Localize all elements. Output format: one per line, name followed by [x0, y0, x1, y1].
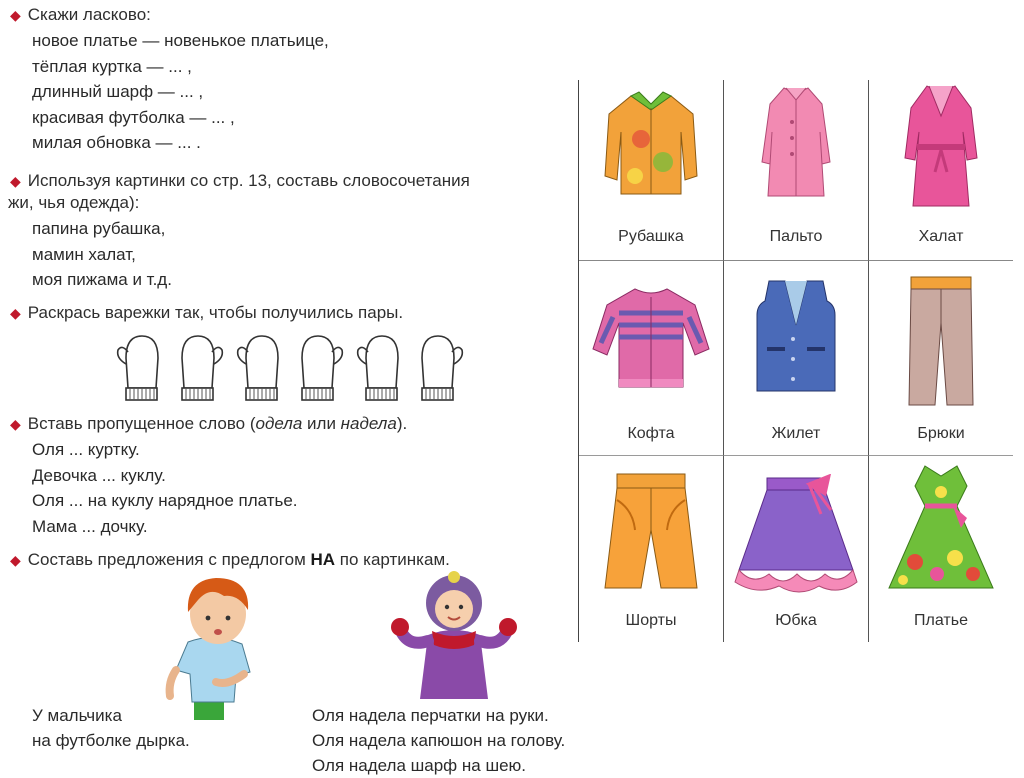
exercise-title: ◆ Составь предложения с предлогом НА по картинкам.: [10, 550, 450, 569]
diamond-bullet-icon: ◆: [10, 7, 21, 23]
preposition-word: НА: [310, 550, 336, 569]
caption-line: на футболке дырка.: [32, 731, 190, 750]
diamond-bullet-icon: ◆: [10, 416, 21, 432]
exercise-line: милая обновка — ... .: [32, 133, 201, 152]
exercise-preposition: [10, 549, 450, 571]
boy-caption: [32, 703, 190, 753]
mitten-icon[interactable]: [352, 328, 408, 406]
clothing-card-trousers: [869, 261, 1013, 456]
vest-icon: [751, 275, 841, 395]
exercise-missing-word: [10, 413, 407, 539]
exercise-line: тёплая куртка — ... ,: [32, 56, 192, 76]
word-option: надела: [340, 414, 397, 433]
clothing-card-shirt: [579, 80, 724, 261]
clothing-label: Шорты: [625, 612, 677, 629]
mittens-row: [112, 328, 472, 408]
exercise-line: моя пижама и т.д.: [32, 270, 172, 289]
clothing-card-vest: [724, 261, 869, 456]
shorts-icon: [599, 470, 703, 594]
clothing-label: Рубашка: [618, 228, 684, 245]
shirt-icon: [601, 84, 701, 204]
exercise-title: ◆ Раскрась варежки так, чтобы получились пары.: [10, 303, 404, 322]
boy-illustration: [158, 572, 270, 722]
diamond-bullet-icon: ◆: [10, 173, 21, 189]
caption-line: Оля надела шарф на шею.: [312, 756, 527, 775]
mitten-icon[interactable]: [112, 328, 168, 406]
caption-line: У мальчика: [32, 706, 122, 725]
exercise-line: красивая футболка — ... ,: [32, 107, 235, 127]
clothing-label: Кофта: [627, 425, 675, 442]
mitten-icon[interactable]: [172, 328, 228, 406]
exercise-line: Девочка ... куклу.: [32, 465, 166, 485]
coat-icon: [756, 82, 836, 210]
girl-illustration: [388, 571, 520, 703]
clothing-card-coat: [724, 80, 869, 261]
exercise-whose-clothes: [10, 170, 470, 293]
diamond-bullet-icon: ◆: [10, 305, 21, 321]
exercise-title: ◆ Вставь пропущенное слово (одела или надела).: [10, 414, 408, 433]
clothing-label: Платье: [914, 612, 968, 629]
skirt-icon: [729, 474, 863, 598]
mitten-icon[interactable]: [292, 328, 348, 406]
clothing-label: Пальто: [769, 228, 823, 245]
sweater-icon: [589, 283, 713, 393]
trousers-icon: [903, 273, 979, 409]
exercise-line: мамин халат,: [32, 244, 136, 264]
clothing-card-robe: [869, 80, 1013, 261]
word-option: одела: [255, 414, 303, 433]
caption-line: Оля надела перчатки на руки.: [312, 706, 549, 725]
exercise-line: Оля ... куртку.: [32, 440, 140, 459]
exercise-line: папина рубашка,: [32, 219, 166, 238]
exercise-title-continued: жи, чья одежда):: [8, 193, 140, 212]
exercise-line: длинный шарф — ... ,: [32, 82, 204, 101]
clothing-card-dress: [869, 456, 1013, 642]
robe-icon: [901, 80, 981, 212]
clothing-label: Брюки: [917, 425, 965, 442]
exercise-mittens: [10, 302, 403, 324]
exercise-lines: [32, 437, 407, 539]
exercise-line: новое платье — новенькое платьице,: [32, 31, 329, 50]
clothing-label: Жилет: [771, 425, 821, 442]
clothing-grid: [578, 80, 1013, 642]
exercise-title: ◆ Используя картинки со стр. 13, составь словосочетания: [10, 171, 470, 190]
exercise-line: Мама ... дочку.: [32, 516, 148, 536]
clothing-label: Юбка: [775, 612, 817, 629]
dress-icon: [885, 462, 997, 596]
clothing-card-sweater: [579, 261, 724, 456]
mitten-icon[interactable]: [412, 328, 468, 406]
diamond-bullet-icon: ◆: [10, 552, 21, 568]
exercise-line: Оля ... на куклу нарядное платье.: [32, 491, 298, 510]
exercise-title: ◆ Скажи ласково:: [10, 5, 151, 24]
exercise-lines: [32, 28, 329, 156]
clothing-card-skirt: [724, 456, 869, 642]
clothing-label: Халат: [918, 228, 964, 245]
caption-line: Оля надела капюшон на голову.: [312, 731, 566, 750]
clothing-card-shorts: [579, 456, 724, 642]
exercise-affectionate: [10, 4, 329, 156]
mitten-icon[interactable]: [232, 328, 288, 406]
exercise-lines: [32, 216, 470, 293]
